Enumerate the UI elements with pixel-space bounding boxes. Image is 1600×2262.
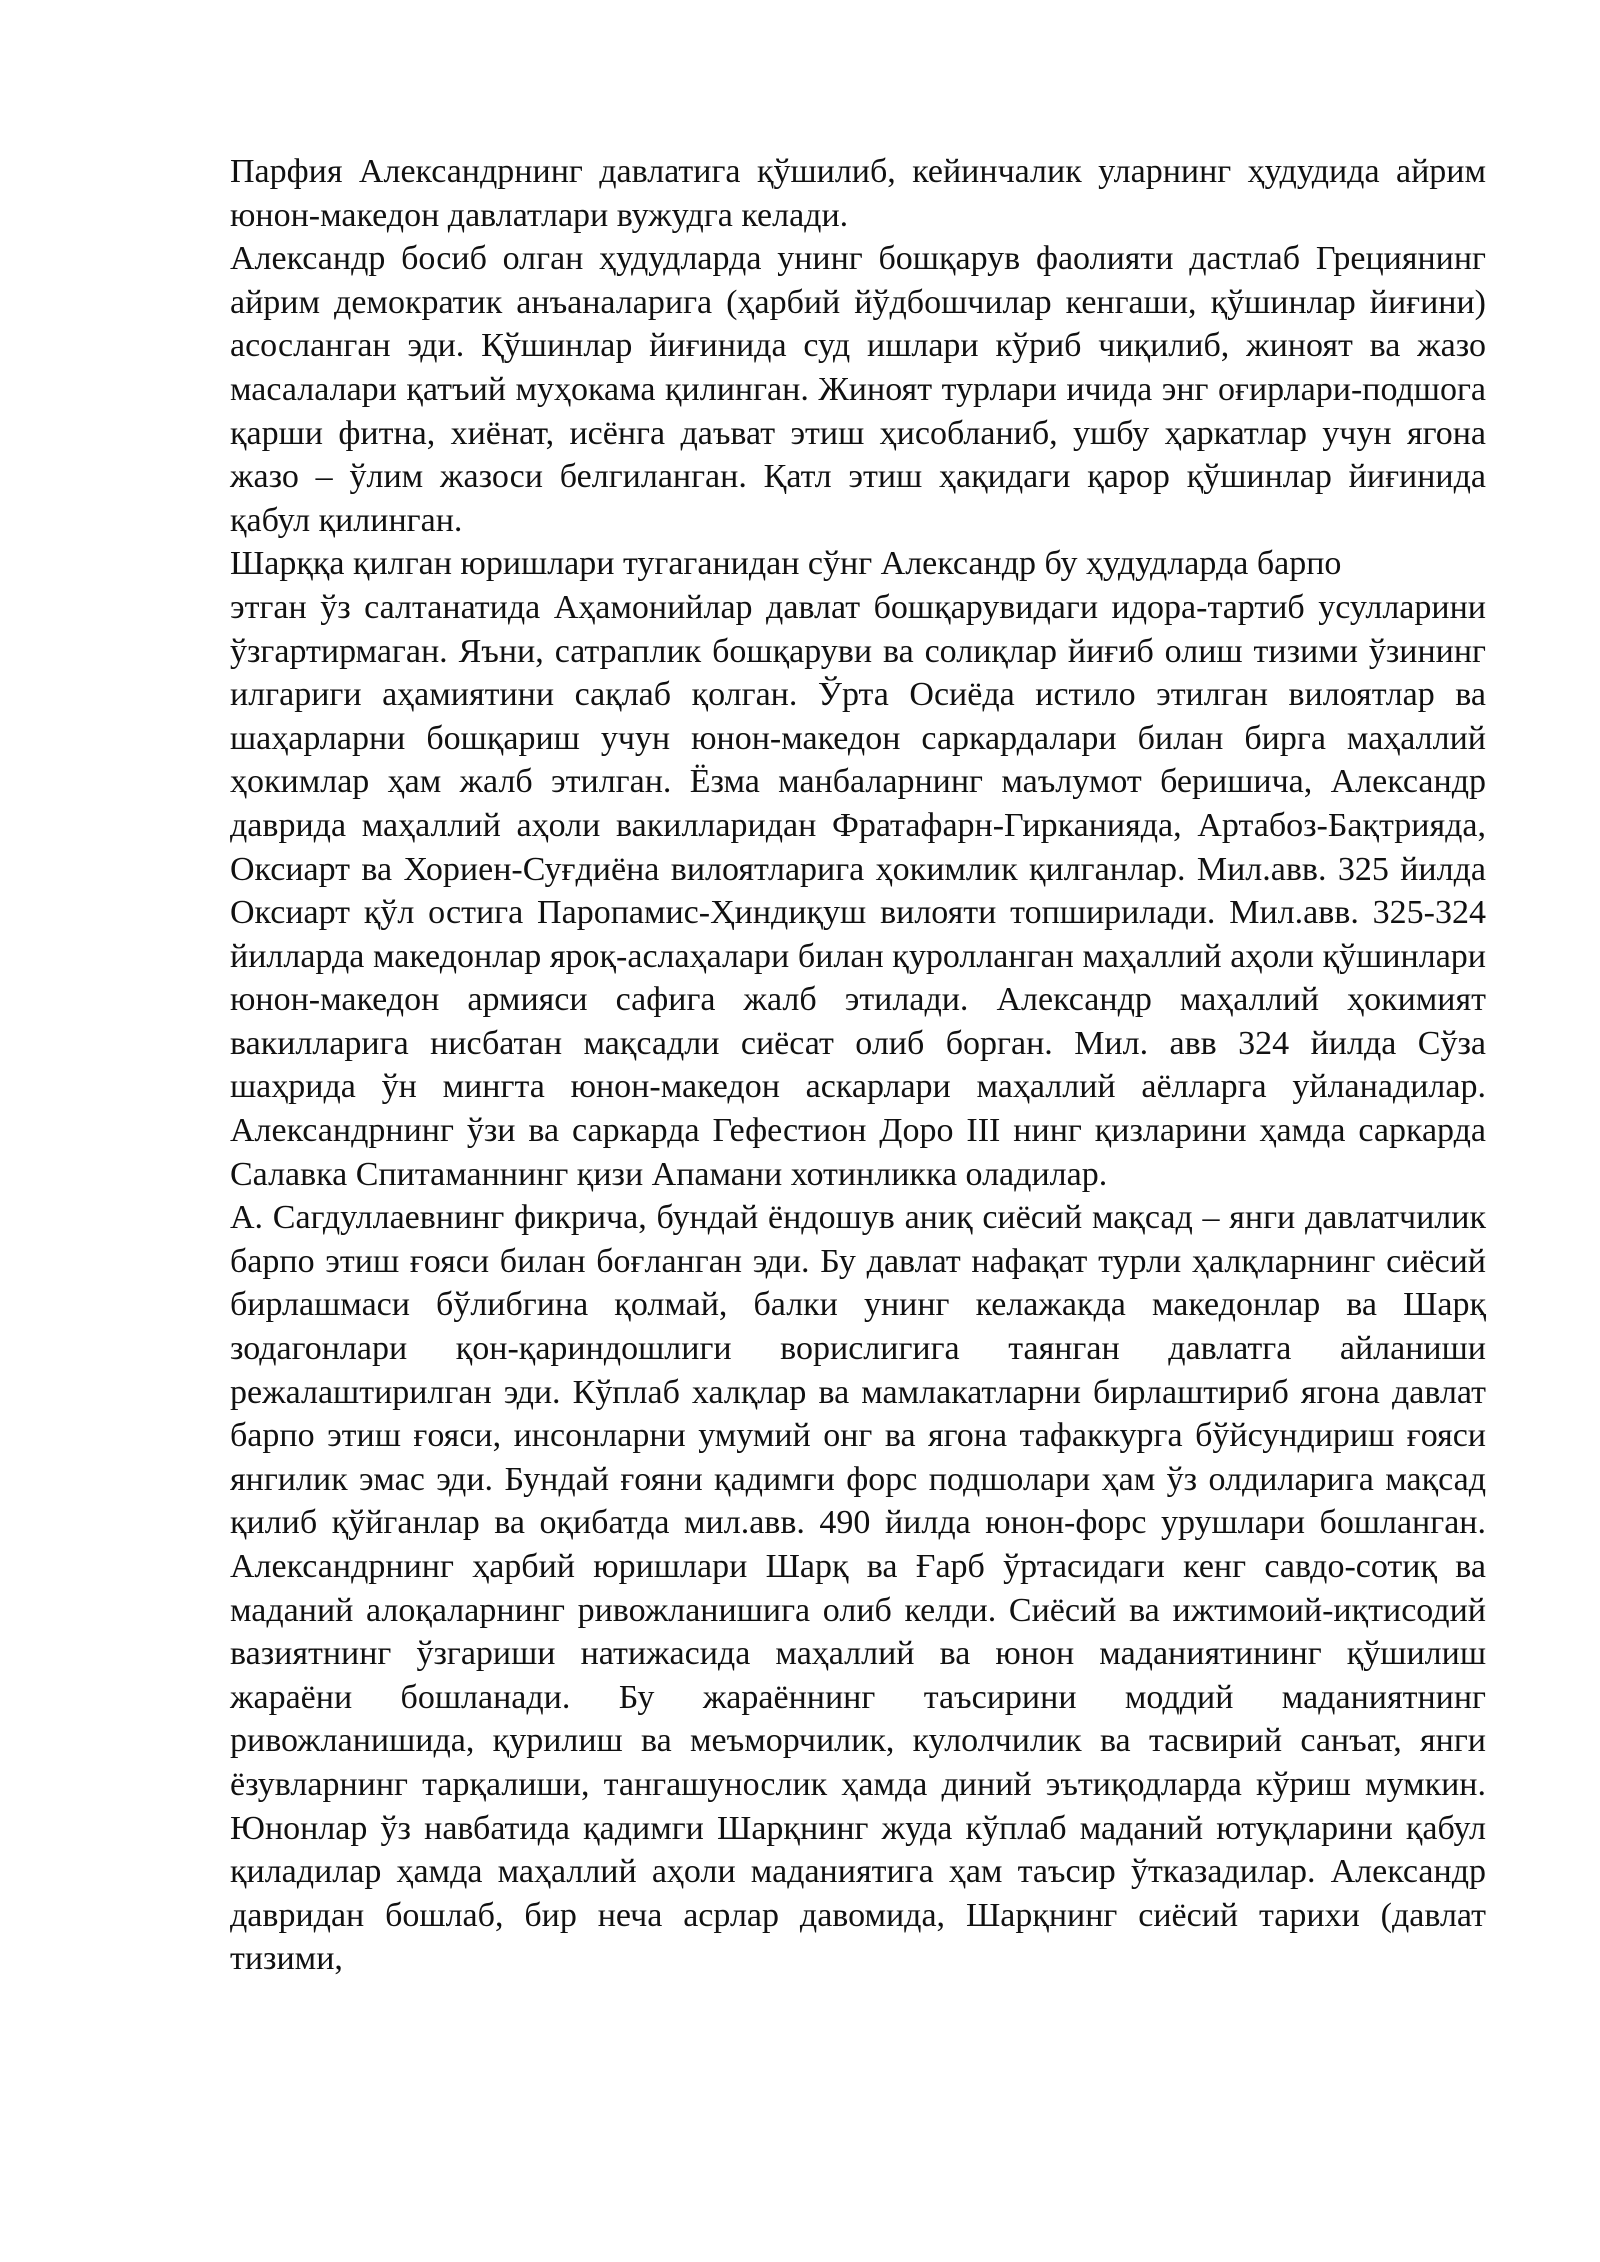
paragraph-3: Шарққа қилган юришлари тугаганидан сўнг Александр бу ҳудудларда барпо <box>230 545 1342 583</box>
paragraph-5: А. Сагдуллаевнинг фикрича, бундай ёндошув аниқ сиёсий мақсад – янги давлатчилик барпо этиш ғояси билан боғланган эди. Бу давлат нафақат турли ҳалқларнинг сиёсий бирлашмаси бўлибгина қолмай, балки унинг келажакда македонлар ва Шарқ зодагонлари қон-қариндошлиги ворислигига таянган давлатга айланиши режалаштирилган эди. Кўплаб халқлар ва мамлакатларни бирлаштириб ягона давлат барпо этиш ғояси, инсонларни умумий онг ва ягона тафаккурга бўйсундириш ғояси янгилик эмас эди. Бундай ғояни қадимги форс подшолари ҳам ўз олдиларига мақсад қилиб қўйганлар ва оқибатда мил.авв. 490 йилда юнон-форс урушлари бошланган. Александрнинг ҳарбий юришлари Шарқ ва Ғарб ўртасидаги кенг савдо-сотиқ ва маданий алоқаларнинг ривожланишига олиб келди. Сиёсий ва ижтимоий-иқтисодий вазиятнинг ўзгариши натижасида маҳаллий ва юнон маданиятининг қўшилиш жараёни бошланади. Бу жараённинг таъсирини моддий маданиятнинг ривожланишида, қурилиш ва меъморчилик, кулолчилик ва тасвирий санъат, янги ёзувларнинг тарқалиши, тангашунослик ҳамда диний эътиқодларда кўриш мумкин. Юнонлар ўз навбатида қадимги Шарқнинг жуда кўплаб маданий ютуқларини қабул қиладилар ҳамда маҳаллий аҳоли маданиятига ҳам таъсир ўтказадилар. Александр давридан бошлаб, бир неча асрлар давомида, Шарқнинг сиёсий тарихи (давлат тизими, <box>230 1199 1486 1978</box>
paragraph-4: этган ўз салтанатида Аҳамонийлар давлат бошқарувидаги идора-тартиб усулларини ўзгартирмаган. Яъни, сатраплик бошқаруви ва солиқлар йиғиб олиш тизими ўзининг илгариги аҳамиятини сақлаб қолган. Ўрта Осиёда истило этилган вилоятлар ва шаҳарларни бошқариш учун юнон-македон саркардалари билан бирга маҳаллий ҳокимлар ҳам жалб этилган. Ёзма манбаларнинг маълумот беришича, Александр даврида маҳаллий аҳоли вакилларидан Фратафарн-Гирканияда, Артабоз-Бақтрияда, Оксиарт ва Хориен-Суғдиёна вилоятларига ҳокимлик қилганлар. Мил.авв. 325 йилда Оксиарт қўл остига Паропамис-Ҳиндиқуш вилояти топширилади. Мил.авв. 325-324 йилларда македонлар ярoқ-аслаҳалари билан қуролланган маҳаллий аҳоли қўшинлари юнон-македон армияси сафига жалб этилади. Александр маҳаллий ҳокимият вакилларига нисбатан мақсадли сиёсат олиб борган. Мил. авв 324 йилда Сўза шаҳрида ўн мингта юнон-македон аскарлари маҳаллий аёлларга уйланадилар. Александрнинг ўзи ва саркарда Гефестион Доро III нинг қизларини ҳамда саркарда Салавка Спитаманнинг қизи Апамани хотинликка оладилар. <box>230 588 1486 1193</box>
paragraph-2: Александр босиб олган ҳудудларда унинг бошқарув фаолияти дастлаб Грециянинг айрим демократик анъаналарига (ҳарбий йўдбошчилар кенгаши, қўшинлар йиғини) асосланган эди. Қўшинлар йиғинида суд ишлари кўриб чиқилиб, жиноят ва жазо масалалари қатъий муҳокама қилинган. Жиноят турлари ичида энг оғирлари-подшога қарши фитна, хиёнат, исёнга даъват этиш ҳисобланиб, ушбу ҳаркатлар учун ягона жазо – ўлим жазоси белгиланган. Қатл этиш ҳақидаги қарор қўшинлар йиғинида қабул қилинган. <box>230 240 1486 539</box>
paragraph-1: Парфия Александрнинг давлатига қўшилиб, кейинчалик уларнинг ҳудудида айрим юнон-македон давлатлари вужудга келади. <box>230 153 1486 234</box>
document-page <box>230 150 1486 1981</box>
